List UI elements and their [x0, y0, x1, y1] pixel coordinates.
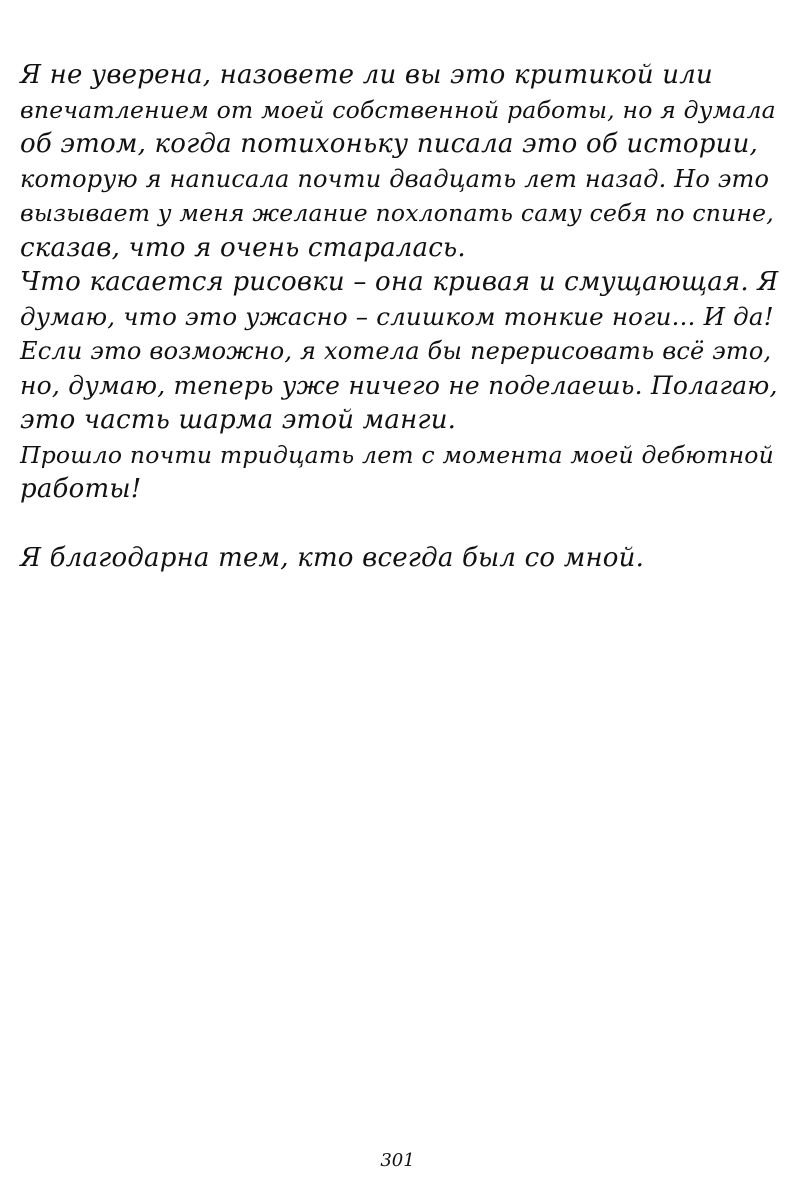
blank-line: [20, 507, 780, 542]
afterword-text: [20, 58, 780, 576]
text-line: Если это возможно, я хотела бы перерисовать всё это,: [20, 337, 772, 365]
text-line: Прошло почти тридцать лет с момента моей дебютной: [20, 440, 774, 469]
text-line: об этом, когда потихоньку писала это об истории,: [20, 129, 758, 159]
text-line: это часть шарма этой манги.: [20, 405, 457, 435]
text-line: но, думаю, теперь уже ничего не поделаешь. Полагаю,: [20, 370, 778, 400]
text-line: Я не уверена, назовете ли вы это критикой или: [20, 60, 713, 90]
text-line: сказав, что я очень старалась.: [20, 232, 466, 263]
text-line: впечатлением от моей собственной работы, но я думала: [20, 95, 776, 124]
page-number: 301: [380, 1150, 415, 1171]
text-line: работы!: [20, 474, 142, 504]
text-line: думаю, что это ужасно – слишком тонкие ноги... И да!: [20, 301, 774, 331]
text-line: вызывает у меня желание похлопать саму себя по спине,: [20, 199, 774, 227]
closing-line: Я благодарна тем, кто всегда был со мной.: [20, 543, 645, 573]
text-line: Что касается рисовки – она кривая и смущающая. Я: [20, 267, 779, 297]
text-line: которую я написала почти двадцать лет назад. Но это: [20, 164, 770, 193]
